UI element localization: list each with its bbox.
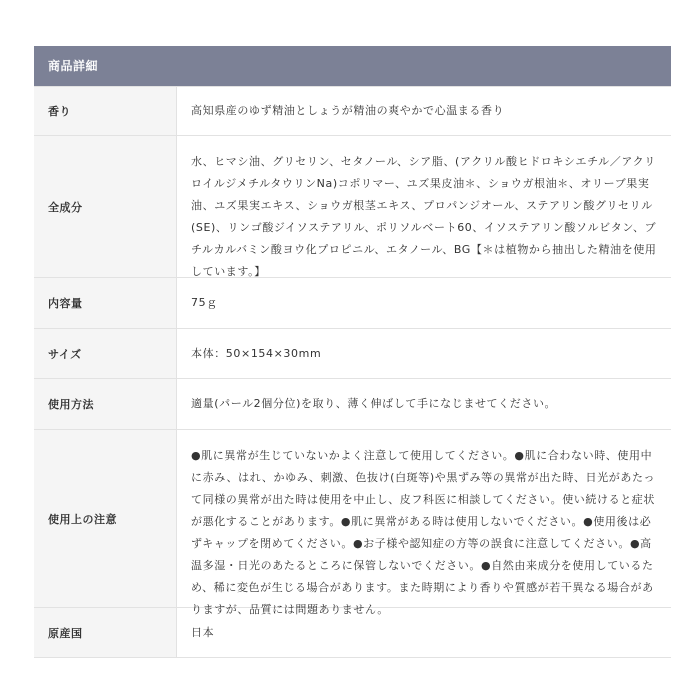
- table-row-size: [34, 328, 671, 378]
- row-label-cautions: 使用上の注意: [34, 430, 177, 607]
- table-row-ingredients: [34, 135, 671, 277]
- table-title: 商品詳細: [34, 46, 671, 86]
- row-value-origin: [177, 608, 671, 657]
- size-text: 本体：50×154×30mm: [191, 346, 322, 360]
- usage-text: 適量(パール2個分位)を取り、薄く伸ばして手になじませてください。: [191, 397, 557, 410]
- row-value-size: [177, 329, 671, 378]
- row-value-net-content: [177, 278, 671, 328]
- row-label-ingredients: 全成分: [34, 136, 177, 277]
- row-label-size: サイズ: [34, 329, 177, 378]
- row-label-origin: 原産国: [34, 608, 177, 657]
- product-detail-table: [34, 46, 671, 658]
- cautions-text: ●肌に異常が生じていないかよく注意して使用してください。●肌に合わない時、使用中に赤み、はれ、かゆみ、刺激、色抜け(白斑等)や黒ずみ等の異常が出た時、日光があたって同様の異常が出た時は使用を中止し、皮フ科医に相談してください。使い続けると症状が悪化することがあります。●肌に異常がある時は使用しないでください。●使用後は必ずキャップを閉めてください。●お子様や認知症の方等の誤食に注意してください。●高温多湿・日光のあたるところに保管しないでください。●自然由来成分を使用しているため、稀に変色が生じる場合があります。また時期により香りや質感が若干異なる場合がありますが、品質には問題ありません。: [191, 449, 656, 616]
- row-value-scent: [177, 87, 671, 135]
- row-value-usage: [177, 379, 671, 429]
- ingredients-text: 水、ヒマシ油、グリセリン、セタノール、シア脂、(アクリル酸ヒドロキシエチル／アクリロイルジメチルタウリンNa)コポリマー、ユズ果皮油＊、ショウガ根油＊、オリーブ果実油、ユズ果実エキス、ショウガ根茎エキス、プロパンジオール、ステアリン酸グリセリル(SE)、リンゴ酸ジイソステアリル、ポリソルベート60、イソステアリン酸ソルビタン、ブチルカルバミン酸ヨウ化プロピニル、エタノール、BG【＊は植物から抽出した精油を使用しています。】: [191, 155, 657, 278]
- row-label-usage: 使用方法: [34, 379, 177, 429]
- table-row-scent: [34, 86, 671, 135]
- net-content-text: 75ｇ: [191, 296, 218, 309]
- scent-text: 高知県産のゆず精油としょうが精油の爽やかで心温まる香り: [191, 104, 505, 117]
- row-label-net-content: 内容量: [34, 278, 177, 328]
- row-value-cautions: [177, 430, 671, 616]
- row-label-scent: 香り: [34, 87, 177, 135]
- table-row-origin: [34, 607, 671, 657]
- table-row-net-content: [34, 277, 671, 328]
- table-row-usage: [34, 378, 671, 429]
- row-value-ingredients: [177, 136, 671, 277]
- origin-text: 日本: [191, 625, 215, 639]
- table-row-cautions: [34, 429, 671, 616]
